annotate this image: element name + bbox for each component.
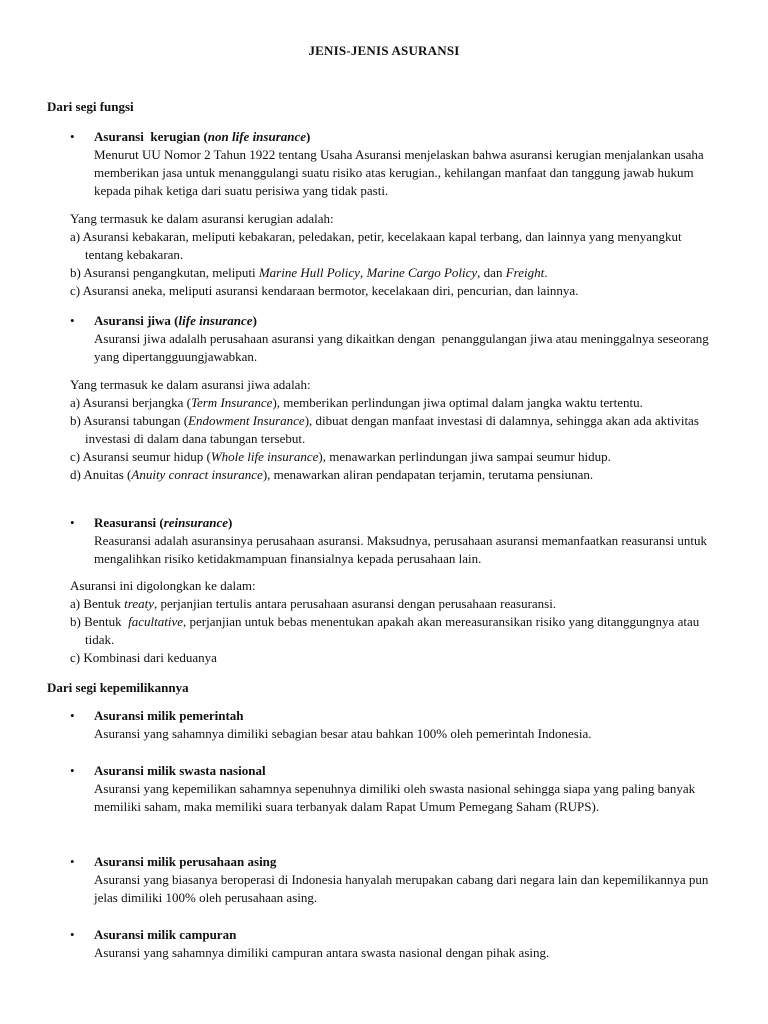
jiwa-list [70,376,720,484]
section-heading-kepemilikan: Dari segi kepemilikannya [47,680,189,695]
bullet-title: Asuransi milik pemerintah [94,708,244,723]
reasuransi-list [70,577,720,667]
list-item: c) Asuransi aneka, meliputi asuransi kendaraan bermotor, kecelakaan diri, pencurian, dan lainnya. [70,283,579,298]
list-item: b) Asuransi tabungan (Endowment Insurance), dibuat dengan manfaat investasi di dalamnya, sehingga akan ada aktivitas investasi di dalam dana tabungan tersebut. [70,413,703,446]
list-item: b) Bentuk facultative, perjanjian untuk bebas menentukan apakah akan mereasuransikan risiko yang ditanggungnya atau tidak. [70,614,703,647]
list-item: c) Asuransi seumur hidup (Whole life insurance), menawarkan perlindungan jiwa sampai seumur hidup. [70,449,611,464]
bullet-description: Reasuransi adalah asuransinya perusahaan asuransi. Maksudnya, perusahaan asuransi memanfaatkan reasuransi untuk mengalihkan risiko ketidakmampuan finansialnya kepada perusahaan lain. [94,533,711,566]
bullet-title: Reasuransi (reinsurance) [94,515,233,530]
bullet-title: Asuransi jiwa (life insurance) [94,313,257,328]
list-item: a) Bentuk treaty, perjanjian tertulis antara perusahaan asuransi dengan perusahaan reasuransi. [70,596,557,611]
list-item: c) Kombinasi dari keduanya [70,650,217,665]
bullet-description: Asuransi yang sahamnya dimiliki sebagian besar atau bahkan 100% oleh pemerintah Indonesia. [94,726,592,741]
bullet-icon: • [70,313,75,328]
bullet-icon: • [70,927,75,942]
list-item: a) Asuransi kebakaran, meliputi kebakaran, peledakan, petir, kecelakaan kapal terbang, dan lainnya yang menyangkut tentang kebakaran. [70,229,685,262]
bullet-icon: • [70,708,75,723]
list-item: a) Asuransi berjangka (Term Insurance), memberikan perlindungan jiwa optimal dalam jangka waktu tertentu. [70,395,643,410]
bullet-description: Menurut UU Nomor 2 Tahun 1922 tentang Usaha Asuransi menjelaskan bahwa asuransi kerugian menjalankan usaha memberikan jasa untuk menanggulangi suatu risiko atas kerugian., kehilangan manfaat dan tanggung jawab hukum kepada pihak ketiga dari suatu perisiwa yang tidak pasti. [94,147,707,198]
bullet-description: Asuransi yang kepemilikan sahamnya sepenuhnya dimiliki oleh swasta nasional sehingga siapa yang paling banyak memiliki saham, maka memiliki suara terbanyak dalam Rapat Umum Pemegang Saham (RUPS). [94,781,699,814]
bullet-title: Asuransi milik campuran [94,927,237,942]
bullet-icon: • [70,763,75,778]
bullet-description: Asuransi yang sahamnya dimiliki campuran antara swasta nasional dengan pihak asing. [94,945,550,960]
bullet-icon: • [70,854,75,869]
list-intro: Asuransi ini digolongkan ke dalam: [70,578,256,593]
page-title: JENIS-JENIS ASURANSI [308,43,460,58]
bullet-icon: • [70,129,75,144]
bullet-title: Asuransi milik swasta nasional [94,763,266,778]
bullet-description: Asuransi jiwa adalalh perusahaan asuransi yang dikaitkan dengan penanggulangan jiwa atau meninggalnya seseorang yang dipertangguungjawabkan. [94,331,713,364]
bullet-description: Asuransi yang biasanya beroperasi di Indonesia hanyalah merupakan cabang dari negara lain dan kepemilikannya pun jelas dimiliki 100% oleh perusahaan asing. [94,872,712,905]
list-intro: Yang termasuk ke dalam asuransi jiwa adalah: [70,377,311,392]
list-intro: Yang termasuk ke dalam asuransi kerugian adalah: [70,211,334,226]
section-heading-fungsi: Dari segi fungsi [47,99,134,114]
list-item: d) Anuitas (Anuity conract insurance), menawarkan aliran pendapatan terjamin, terutama pensiunan. [70,467,594,482]
list-item: b) Asuransi pengangkutan, meliputi Marine Hull Policy, Marine Cargo Policy, dan Freight. [70,265,548,280]
kerugian-list [70,210,720,300]
bullet-icon: • [70,515,75,530]
bullet-title: Asuransi milik perusahaan asing [94,854,277,869]
bullet-title: Asuransi kerugian (non life insurance) [94,129,311,144]
